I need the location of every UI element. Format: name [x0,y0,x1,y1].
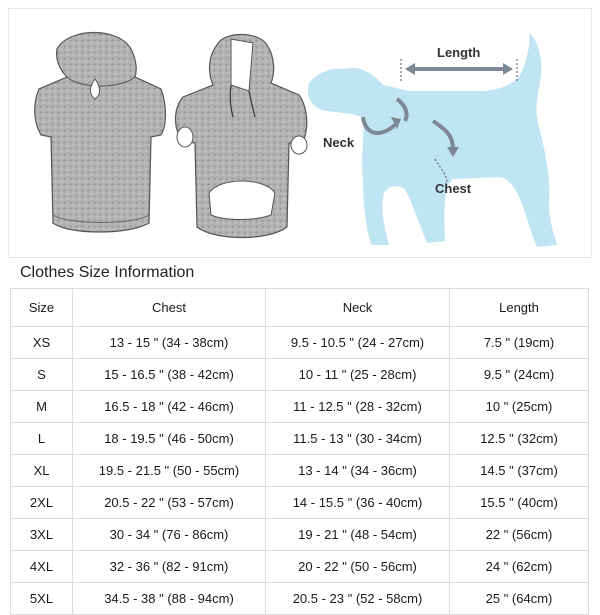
neck-cell: 20.5 - 23 " (52 - 58cm) [266,583,450,615]
length-cell: 25 " (64cm) [450,583,589,615]
neck-cell: 9.5 - 10.5 " (24 - 27cm) [266,327,450,359]
column-header-neck: Neck [266,289,450,327]
table-row [11,583,589,615]
chest-cell: 34.5 - 38 " (88 - 94cm) [73,583,266,615]
size-cell: M [11,391,73,423]
neck-cell: 19 - 21 " (48 - 54cm) [266,519,450,551]
chest-cell: 32 - 36 " (82 - 91cm) [73,551,266,583]
neck-cell: 11 - 12.5 " (28 - 32cm) [266,391,450,423]
table-row [11,359,589,391]
size-cell: 5XL [11,583,73,615]
table-row [11,519,589,551]
chest-cell: 15 - 16.5 " (38 - 42cm) [73,359,266,391]
chest-cell: 19.5 - 21.5 " (50 - 55cm) [73,455,266,487]
table-row [11,455,589,487]
length-cell: 15.5 " (40cm) [450,487,589,519]
table-row [11,391,589,423]
chest-cell: 13 - 15 " (34 - 38cm) [73,327,266,359]
neck-cell: 13 - 14 " (34 - 36cm) [266,455,450,487]
neck-cell: 14 - 15.5 " (36 - 40cm) [266,487,450,519]
length-cell: 24 " (62cm) [450,551,589,583]
size-cell: XS [11,327,73,359]
size-cell: 2XL [11,487,73,519]
size-cell: S [11,359,73,391]
length-arrow-icon [401,59,517,81]
table-row [11,487,589,519]
illustration-graphic [9,9,593,259]
length-cell: 14.5 " (37cm) [450,455,589,487]
column-header-length: Length [450,289,589,327]
length-cell: 9.5 " (24cm) [450,359,589,391]
neck-callout: Neck [323,135,355,150]
length-cell: 7.5 " (19cm) [450,327,589,359]
size-cell: XL [11,455,73,487]
table-header-row [11,289,589,327]
length-cell: 22 " (56cm) [450,519,589,551]
neck-cell: 20 - 22 " (50 - 56cm) [266,551,450,583]
length-cell: 10 " (25cm) [450,391,589,423]
size-table [10,288,589,615]
length-callout: Length [437,45,481,60]
chest-cell: 30 - 34 " (76 - 86cm) [73,519,266,551]
table-row [11,551,589,583]
chest-callout: Chest [435,181,472,196]
product-illustration [8,8,592,258]
table-row [11,327,589,359]
table-row [11,423,589,455]
hoodie-back-icon [35,33,166,233]
chest-cell: 16.5 - 18 " (42 - 46cm) [73,391,266,423]
hoodie-front-icon [176,35,308,238]
size-cell: 4XL [11,551,73,583]
length-cell: 12.5 " (32cm) [450,423,589,455]
column-header-chest: Chest [73,289,266,327]
neck-cell: 11.5 - 13 " (30 - 34cm) [266,423,450,455]
size-cell: 3XL [11,519,73,551]
chest-cell: 20.5 - 22 " (53 - 57cm) [73,487,266,519]
size-cell: L [11,423,73,455]
column-header-size: Size [11,289,73,327]
chest-cell: 18 - 19.5 " (46 - 50cm) [73,423,266,455]
size-table-heading: Clothes Size Information [20,264,195,281]
neck-cell: 10 - 11 " (25 - 28cm) [266,359,450,391]
